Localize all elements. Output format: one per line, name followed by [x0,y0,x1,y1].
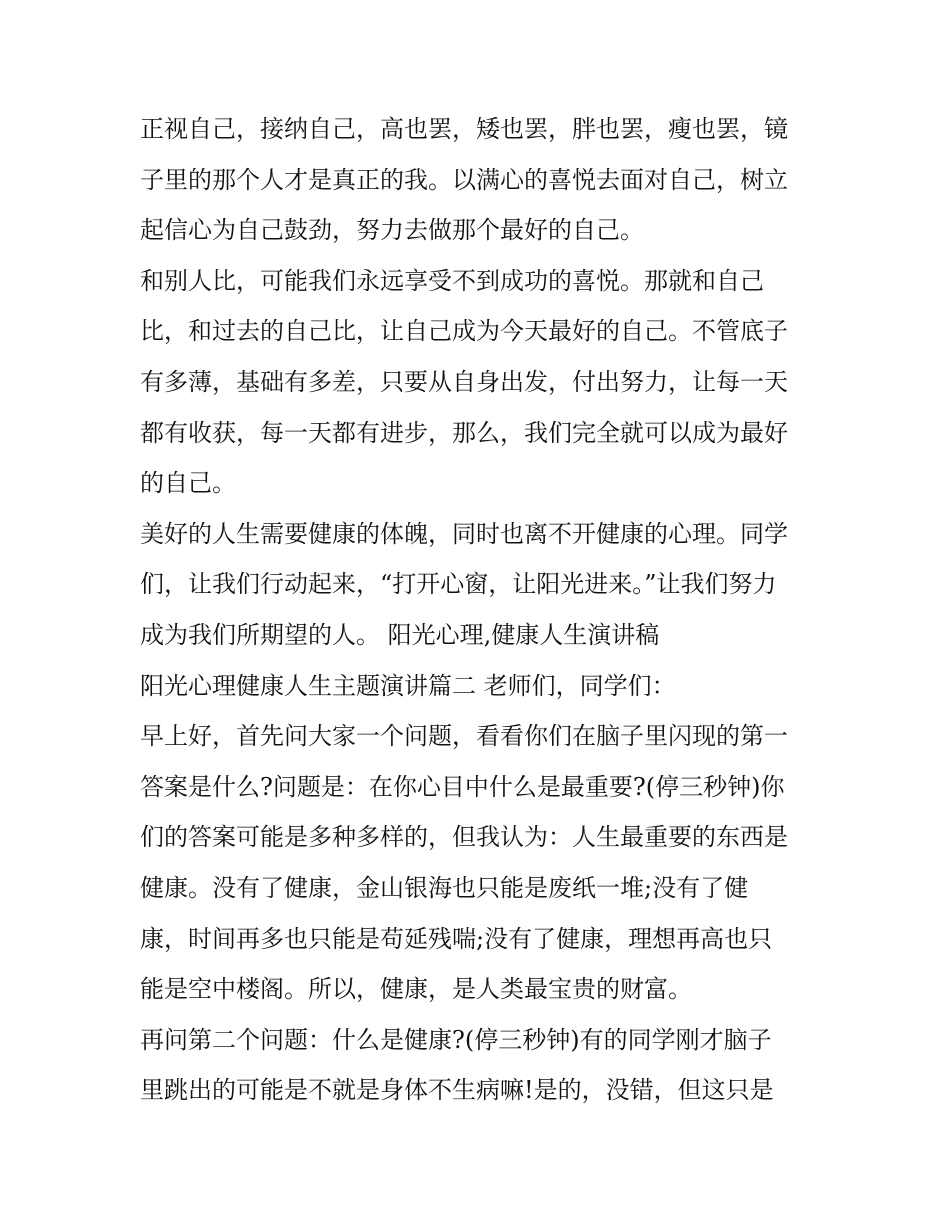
body-text [140,104,820,1116]
text-line-7: 都有收获，每一天都有进步，那么，我们完全就可以成为最好 [140,418,788,447]
text-line-2: 子里的那个人才是真正的我。以满心的喜悦去面对自己，树立 [140,165,788,194]
text-line-20: 里跳出的可能是不就是身体不生病嘛!是的，没错，但这只是 [140,1076,774,1105]
text-line-10: 们，让我们行动起来，“打开心窗，让阳光进来。”让我们努力 [140,570,777,599]
text-line-19: 再问第二个问题：什么是健康?(停三秒钟)有的同学刚才脑子 [140,1025,772,1054]
text-line-15: 们的答案可能是多种多样的，但我认为：人生最重要的东西是 [140,823,788,852]
text-line-3: 起信心为自己鼓劲，努力去做那个最好的自己。 [140,216,644,245]
text-line-1: 正视自己，接纳自己，高也罢，矮也罢，胖也罢，瘦也罢，镜 [140,115,788,143]
text-line-17: 康，时间再多也只能是苟延残喘;没有了健康，理想再高也只 [140,924,773,953]
text-line-14: 答案是什么?问题是：在你心目中什么是最重要?(停三秒钟)你 [140,772,785,801]
text-line-12: 阳光心理健康人生主题演讲篇二 老师们，同学们： [140,671,676,700]
text-line-5: 比，和过去的自己比，让自己成为今天最好的自己。不管底子 [140,317,788,346]
text-line-9: 美好的人生需要健康的体魄，同时也离不开健康的心理。同学 [140,519,788,548]
text-line-6: 有多薄，基础有多差，只要从自身出发，付出努力，让每一天 [140,367,788,396]
text-line-16: 健康。没有了健康，金山银海也只能是废纸一堆;没有了健 [140,873,749,902]
text-line-18: 能是空中楼阁。所以，健康，是人类最宝贵的财富。 [140,975,692,1004]
text-line-8: 的自己。 [140,469,236,498]
text-line-4: 和别人比，可能我们永远享受不到成功的喜悦。那就和自己 [140,266,764,295]
text-line-13: 早上好，首先问大家一个问题，看看你们在脑子里闪现的第一 [140,722,788,751]
text-line-11: 成为我们所期望的人。 阳光心理,健康人生演讲稿 [140,620,660,649]
